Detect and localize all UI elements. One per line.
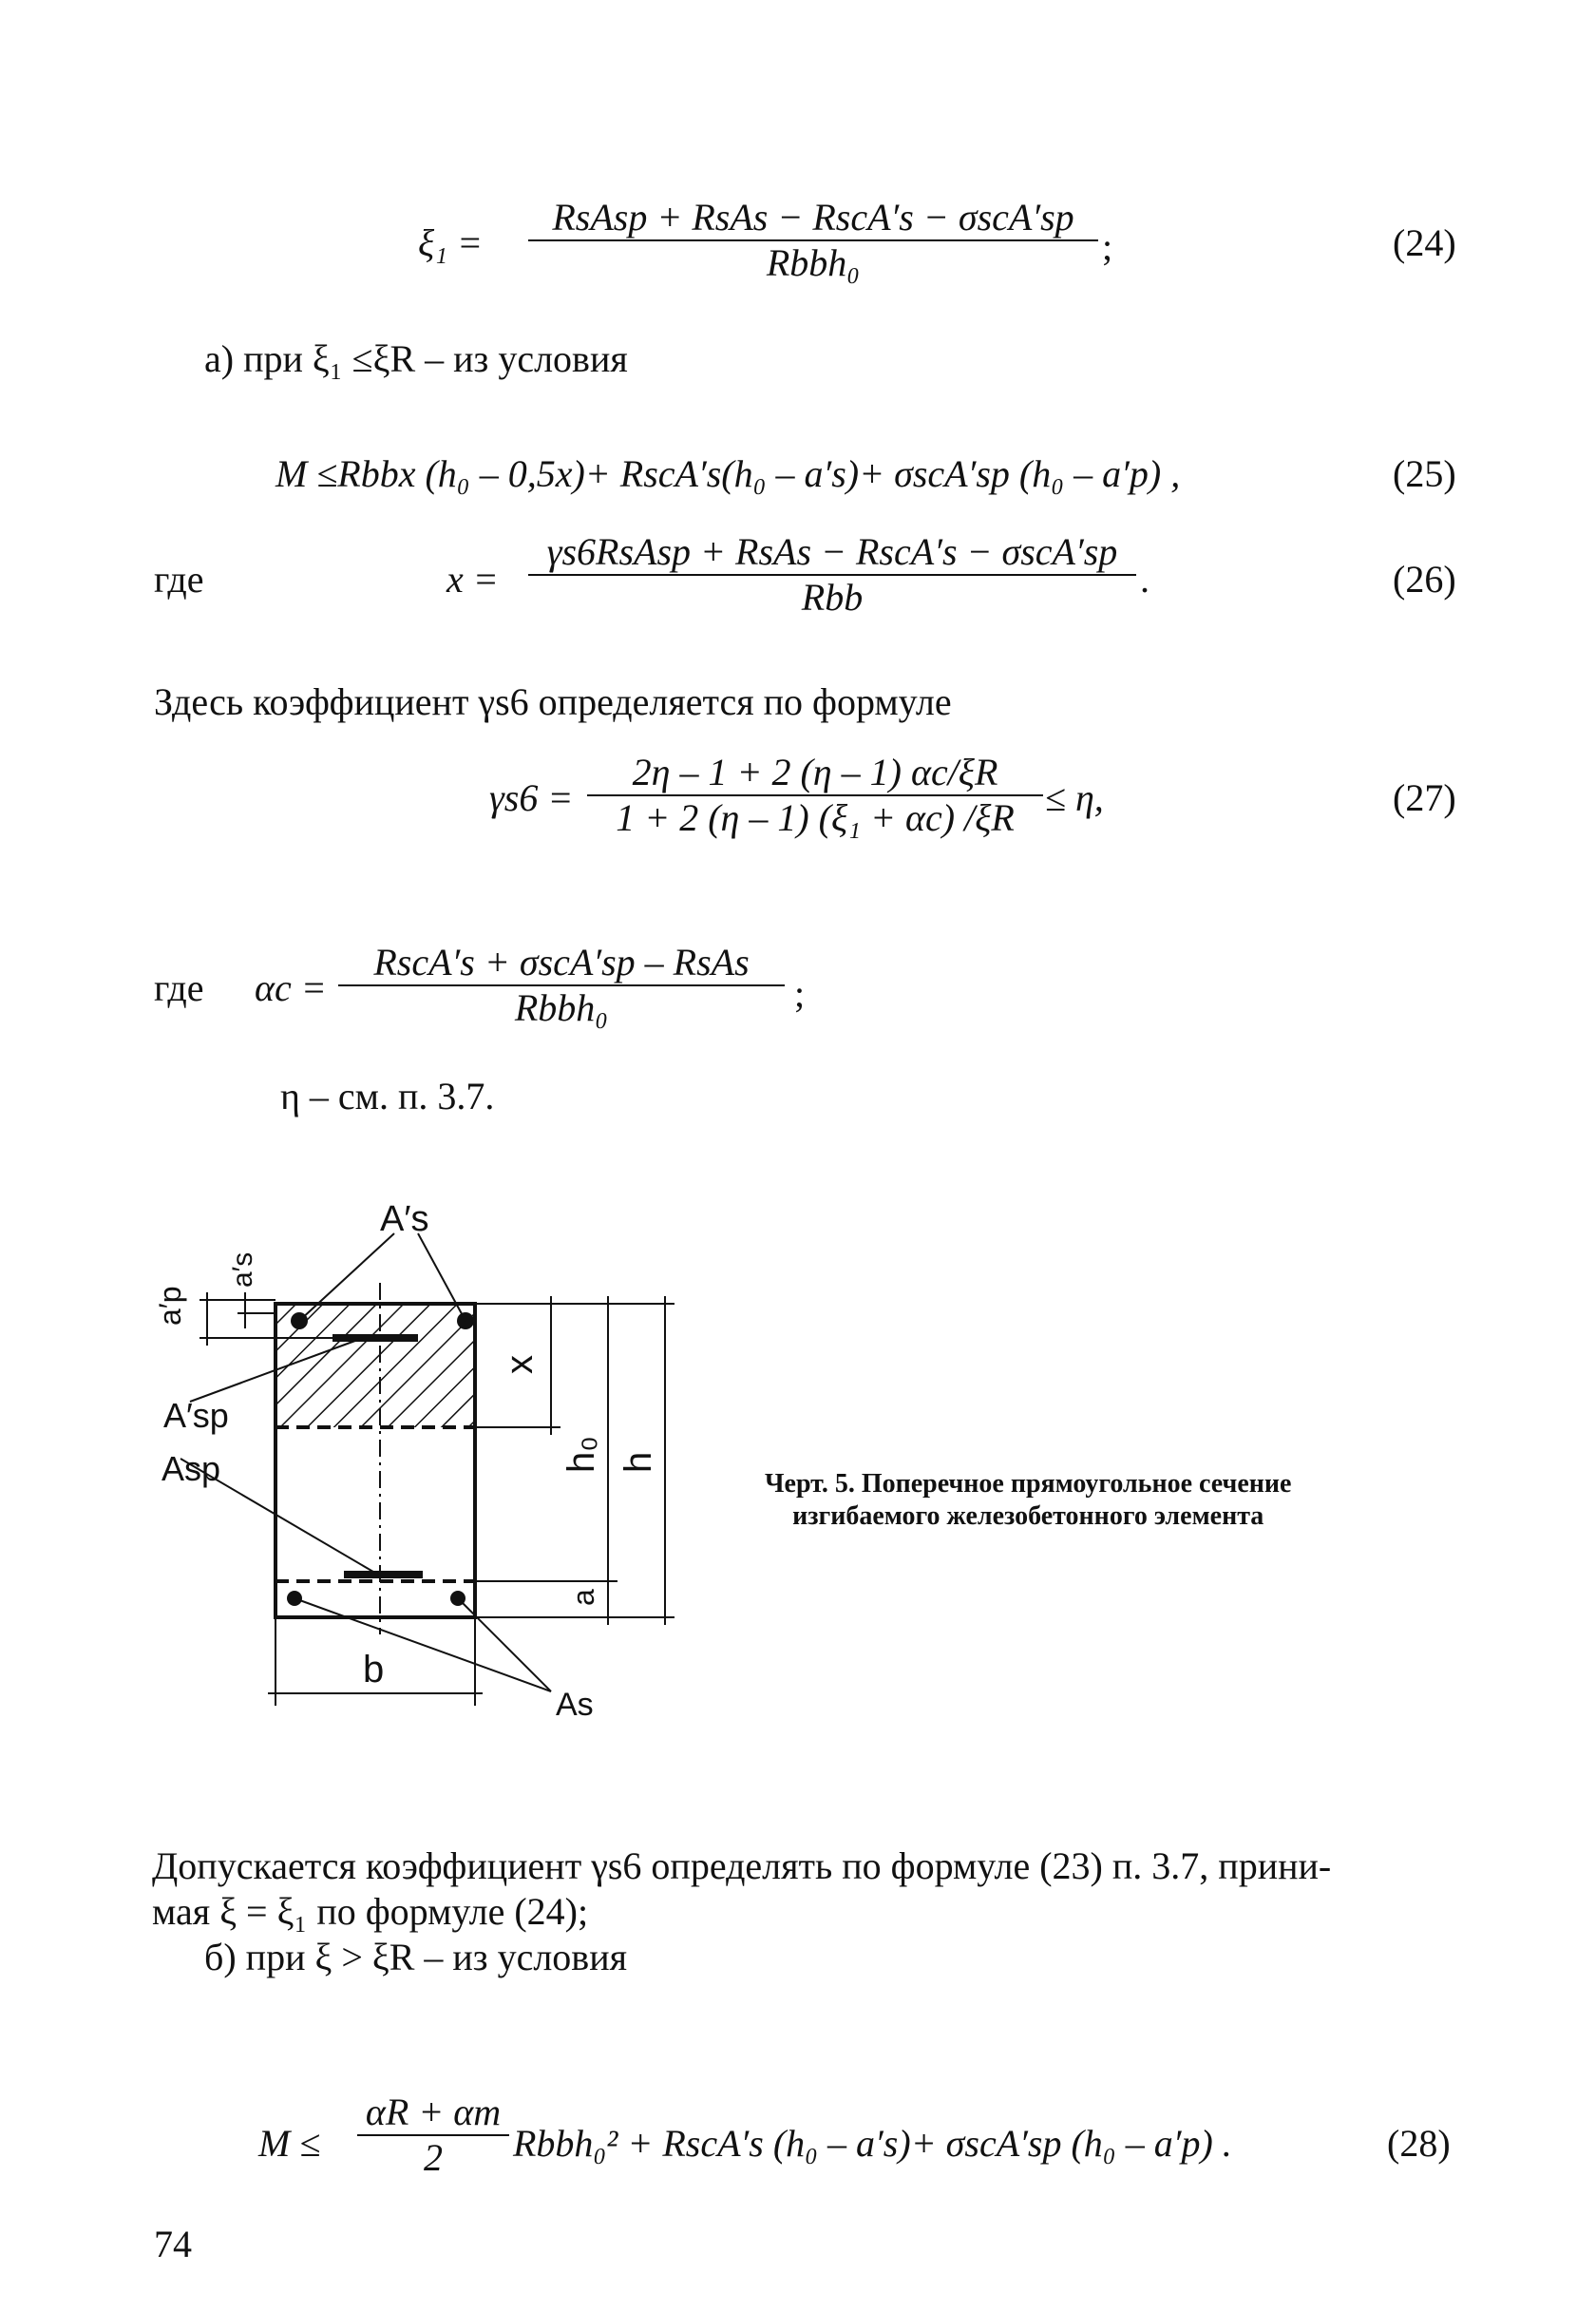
alpha-c-fraction: [338, 941, 785, 1030]
label-h0: h₀: [560, 1436, 602, 1473]
eq24-denominator: Rbbh₀: [766, 241, 861, 284]
eta-reference: η – см. п. 3.7.: [280, 1075, 495, 1117]
eq26-fraction: [528, 530, 1136, 620]
eq24-numerator: RsAsp + RsAs − RscA′s − σscA′sp: [552, 196, 1074, 239]
label-h: h: [618, 1451, 659, 1473]
figure-caption-line1: Черт. 5. Поперечное прямоугольное сечение: [765, 1469, 1292, 1499]
alpha-c-numerator: RscA′s + σscA′sp – RsAs: [373, 941, 750, 984]
page-number: 74: [154, 2223, 192, 2265]
eq24-lhs: ξ₁ =: [418, 221, 484, 264]
eq28-rest: Rbbh₀² + RscA′s (h₀ – a′s)+ σscA′sp (h₀ – a′p) .: [513, 2122, 1232, 2165]
alpha-c-lhs: αc =: [255, 966, 327, 1009]
eq27-tail: ≤ η,: [1045, 776, 1104, 819]
eq26-numerator: γs6RsAsp + RsAs − RscA′s − σscA′sp: [546, 530, 1118, 573]
label-As-top: A′s: [380, 1199, 429, 1239]
label-a-p: a′p: [153, 1286, 187, 1326]
eq26-lhs: x =: [446, 558, 499, 601]
label-Asp-top: A′sp: [163, 1396, 229, 1435]
label-x: x: [499, 1355, 541, 1374]
label-b: b: [363, 1649, 385, 1690]
alpha-c-where: где: [154, 966, 204, 1009]
figure-caption-line2: изгибаемого железобетонного элемента: [792, 1501, 1264, 1531]
eq28-number: (28): [1387, 2122, 1451, 2165]
eq24-fraction: [528, 196, 1098, 285]
eq28-denominator: 2: [424, 2136, 443, 2179]
eq28-lhs: M ≤: [258, 2122, 321, 2165]
label-Asp-bottom: Asp: [162, 1449, 221, 1488]
figure-caption: [765, 1468, 1291, 1533]
eq26-number: (26): [1393, 558, 1456, 601]
eq24-tail: ;: [1102, 225, 1113, 268]
eq26-where: где: [154, 558, 204, 601]
alpha-c-denominator: Rbbh₀: [514, 986, 609, 1029]
eq27-lhs: γs6 =: [489, 776, 574, 819]
label-As-bottom: As: [556, 1687, 594, 1723]
label-a-s: a′s: [227, 1251, 258, 1288]
eq28-fraction: [357, 2091, 509, 2180]
label-a: a: [566, 1589, 600, 1606]
paragraph-allow-line2: мая ξ = ξ₁ по формуле (24);: [152, 1890, 589, 1933]
eq25-formula: M ≤Rbbx (h₀ – 0,5x)+ RscA′s(h₀ – a′s)+ σscA′sp (h₀ – a′p) ,: [276, 452, 1181, 495]
eq27-number: (27): [1393, 776, 1456, 819]
paragraph-allow-line1: Допускается коэффициент γs6 определять по формуле (23) п. 3.7, прини-: [152, 1844, 1332, 1887]
item-a: а) при ξ₁ ≤ξR – из условия: [204, 337, 628, 380]
eq26-denominator: Rbb: [801, 576, 864, 619]
item-b: б) при ξ > ξR – из условия: [204, 1936, 627, 1978]
eq24-number: (24): [1393, 221, 1456, 264]
eq28-numerator: αR + αm: [365, 2091, 502, 2133]
figure-cross-section: [142, 1188, 712, 1739]
eq27-fraction: [587, 751, 1043, 840]
eq27-denominator: 1 + 2 (η – 1) (ξ₁ + αc) /ξR: [616, 796, 1015, 839]
eq26-tail: .: [1140, 558, 1150, 601]
paragraph-coefficient: Здесь коэффициент γs6 определяется по формуле: [154, 680, 952, 723]
alpha-c-tail: ;: [794, 972, 806, 1015]
eq27-numerator: 2η – 1 + 2 (η – 1) αc/ξR: [632, 751, 998, 793]
eq25-number: (25): [1393, 452, 1456, 495]
